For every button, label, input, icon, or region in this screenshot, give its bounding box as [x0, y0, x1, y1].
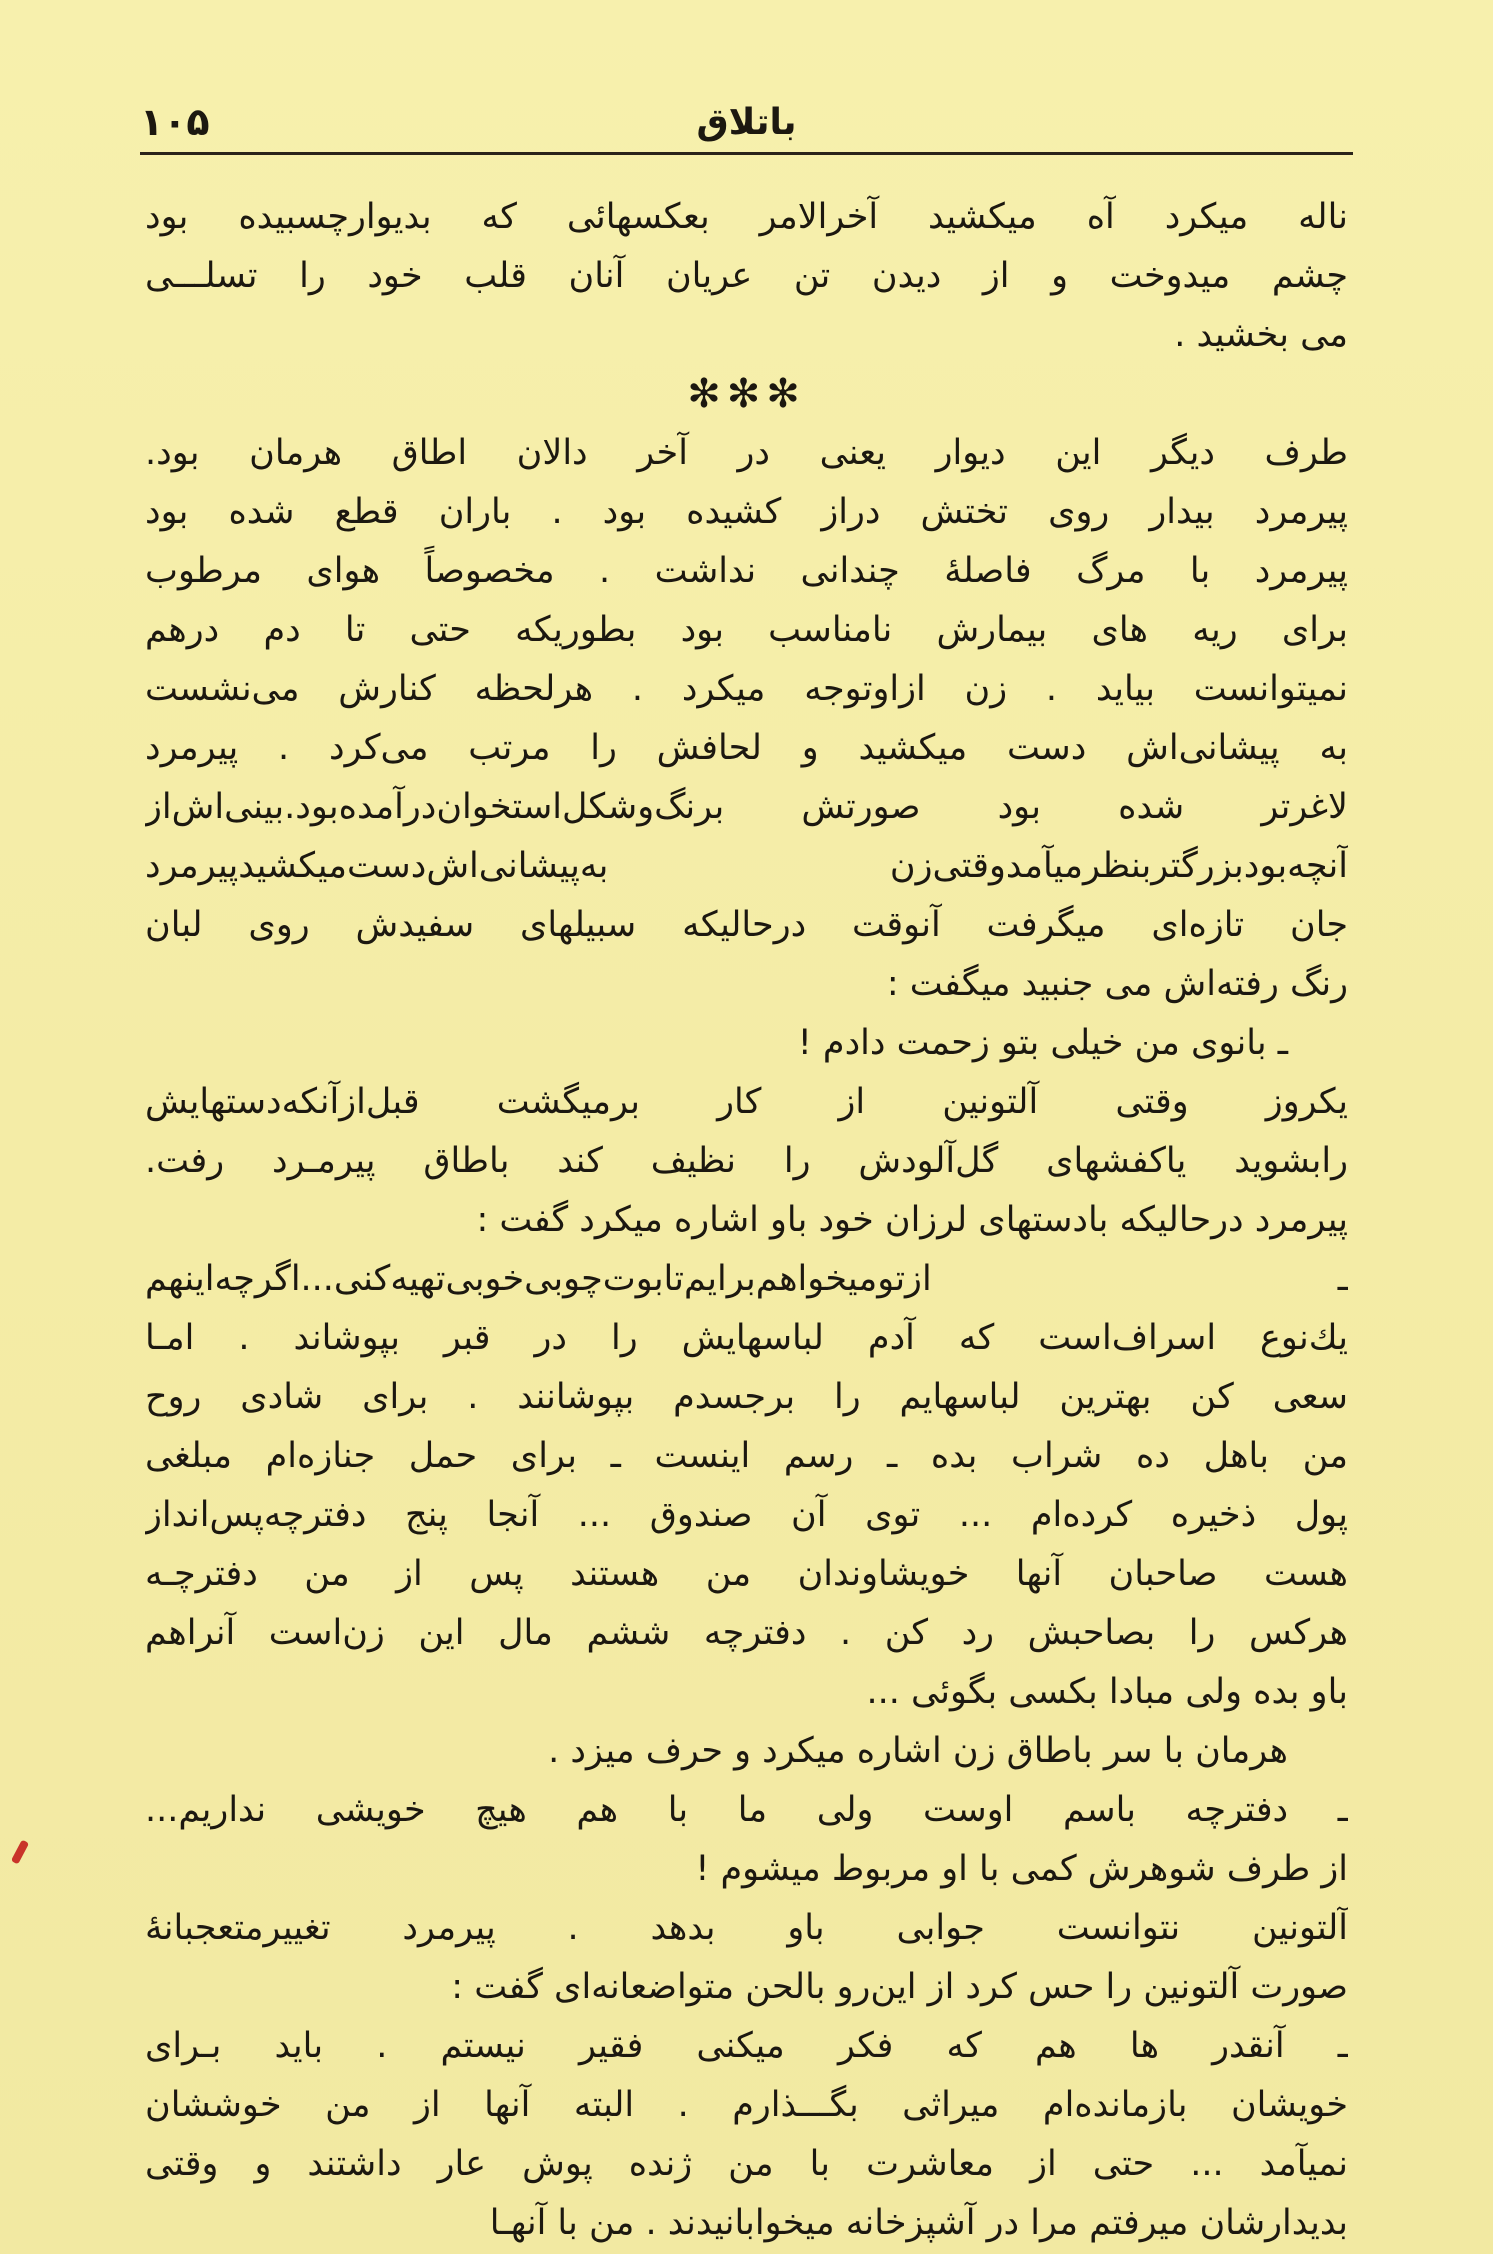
- text-line: هست صاحبان آنها خویشاوندان من هستند پس از من دفترچـه: [145, 1554, 1348, 1594]
- text-line: جان تازه‌ای میگرفت آنوقت درحالیکه سبیلهای سفیدش روی لبان: [145, 905, 1348, 945]
- text-line: بدیدارشان میرفتم مرا در آشپزخانه میخوابانیدند . من با آنهـا: [489, 2203, 1348, 2243]
- text-line: طرف دیگر این دیوار یعنی در آخر دالان اطاق هرمان بود.: [145, 433, 1348, 473]
- text-line: ـ آنقدر ها هم که فکر میکنی فقیر نیستم . باید بـرای: [145, 2026, 1348, 2066]
- text-line: می بخشید .: [1174, 315, 1348, 355]
- text-line: به پیشانی‌اش دست میکشید و لحافش را مرتب می‌کرد . پیرمرد: [145, 728, 1348, 768]
- text-line: هرمان با سر باطاق زن اشاره میکرد و حرف میزد .: [548, 1731, 1288, 1771]
- paragraph: [145, 1722, 1348, 1781]
- text-line: صورت آلتونین را حس کرد از این‌رو بالحن متواضعانه‌ای گفت :: [451, 1967, 1348, 2007]
- text-line: نمیتوانست بیاید . زن ازاوتوجه میکرد . هرلحظه کنارش می‌نشست: [145, 669, 1348, 709]
- section-ornament: ✻✻✻: [687, 371, 806, 417]
- paragraph: [145, 1250, 1348, 1722]
- body-text: [145, 188, 1348, 2253]
- text-line: پیرمرد با مرگ فاصلهٔ چندانی نداشت . مخصوصاً هوای مرطوب: [145, 551, 1348, 591]
- text-line: نمیآمد ... حتی از معاشرت با من ژنده پوش عار داشتند و وقتی: [145, 2144, 1348, 2184]
- text-line: آنچه‌بودبزرگتربنظرمیآمدوقتی‌زن به‌پیشانی‌اش‌دست‌میکشیدپیرمرد: [145, 846, 1348, 886]
- text-line: ناله میکرد آه میکشید آخرالامر بعکسهائی که بدیوارچسبیده بود: [145, 197, 1348, 237]
- text-line: آلتونین نتوانست جوابی باو بدهد . پیرمرد تغییرمتعجبانهٔ: [145, 1908, 1348, 1948]
- ink-spot: [11, 1840, 29, 1865]
- text-line: خویشان بازمانده‌ام میراثی بگـــذارم . البته آنها از من خوششان: [145, 2085, 1348, 2125]
- text-line: پول ذخیره کرده‌ام ... توی آن صندوق ... آنجا پنج دفترچه‌پس‌انداز: [145, 1495, 1348, 1535]
- text-line: هرکس را بصاحبش رد کن . دفترچه ششم مال این زن‌است آنراهم: [145, 1613, 1348, 1653]
- page-number: ۱۰۵: [140, 100, 210, 144]
- paragraph: [145, 1781, 1348, 1899]
- text-line: رنگ رفته‌اش می جنبید میگفت :: [886, 964, 1348, 1004]
- text-line: رابشوید یاکفشهای گل‌آلودش را نظیف کند باطاق پیرمـرد رفت.: [145, 1141, 1348, 1181]
- text-line: پیرمرد درحالیکه بادستهای لرزان خود باو اشاره میکرد گفت :: [476, 1200, 1348, 1240]
- text-line: از طرف شوهرش کمی با او مربوط میشوم !: [695, 1849, 1348, 1889]
- paragraph: [145, 1073, 1348, 1250]
- paragraph: [145, 424, 1348, 1014]
- text-line: یك‌نوع اسراف‌است که آدم لباسهایش را در قبر بپوشاند . امـا: [145, 1318, 1348, 1358]
- text-line: باو بده ولی مبادا بکسی بگوئی ...: [866, 1672, 1348, 1712]
- text-line: من باهل ده شراب بده ـ رسم اینست ـ برای حمل جنازه‌ام مبلغی: [145, 1436, 1348, 1476]
- page-header: [140, 92, 1353, 155]
- running-title: باتلاق: [696, 101, 797, 143]
- text-line: ـ ازتومیخواهم‌برایم‌تابوت‌چوبی‌خوبی‌تهیه‌کنی...اگرچه‌اینهم: [145, 1259, 1348, 1299]
- paragraph: [145, 1014, 1348, 1073]
- text-line: سعی کن بهترین لباسهایم را برجسدم بپوشانند . برای شادی روح: [145, 1377, 1348, 1417]
- paragraph: [145, 1899, 1348, 2017]
- paragraph: [145, 2017, 1348, 2253]
- text-line: پیرمرد بیدار روی تختش دراز کشیده بود . باران قطع شده بود: [145, 492, 1348, 532]
- text-line: ـ دفترچه باسم اوست ولی ما با هم هیچ خویشی نداریم...: [145, 1790, 1348, 1830]
- text-line: ـ بانوی من خیلی بتو زحمت دادم !: [797, 1023, 1288, 1063]
- paragraph: [145, 188, 1348, 365]
- text-line: چشم میدوخت و از دیدن تن عریان آنان قلب خود را تسلـــی: [145, 256, 1348, 296]
- text-line: برای ریه های بیمارش نامناسب بود بطوریکه حتی تا دم درهم: [145, 610, 1348, 650]
- text-line: لاغرتر شده بود صورتش برنگ‌وشکل‌استخوان‌درآمده‌بود.بینی‌اش‌از: [145, 787, 1348, 827]
- text-line: یکروز وقتی آلتونین از کار برمیگشت قبل‌ازآنکه‌دستهایش: [145, 1082, 1348, 1122]
